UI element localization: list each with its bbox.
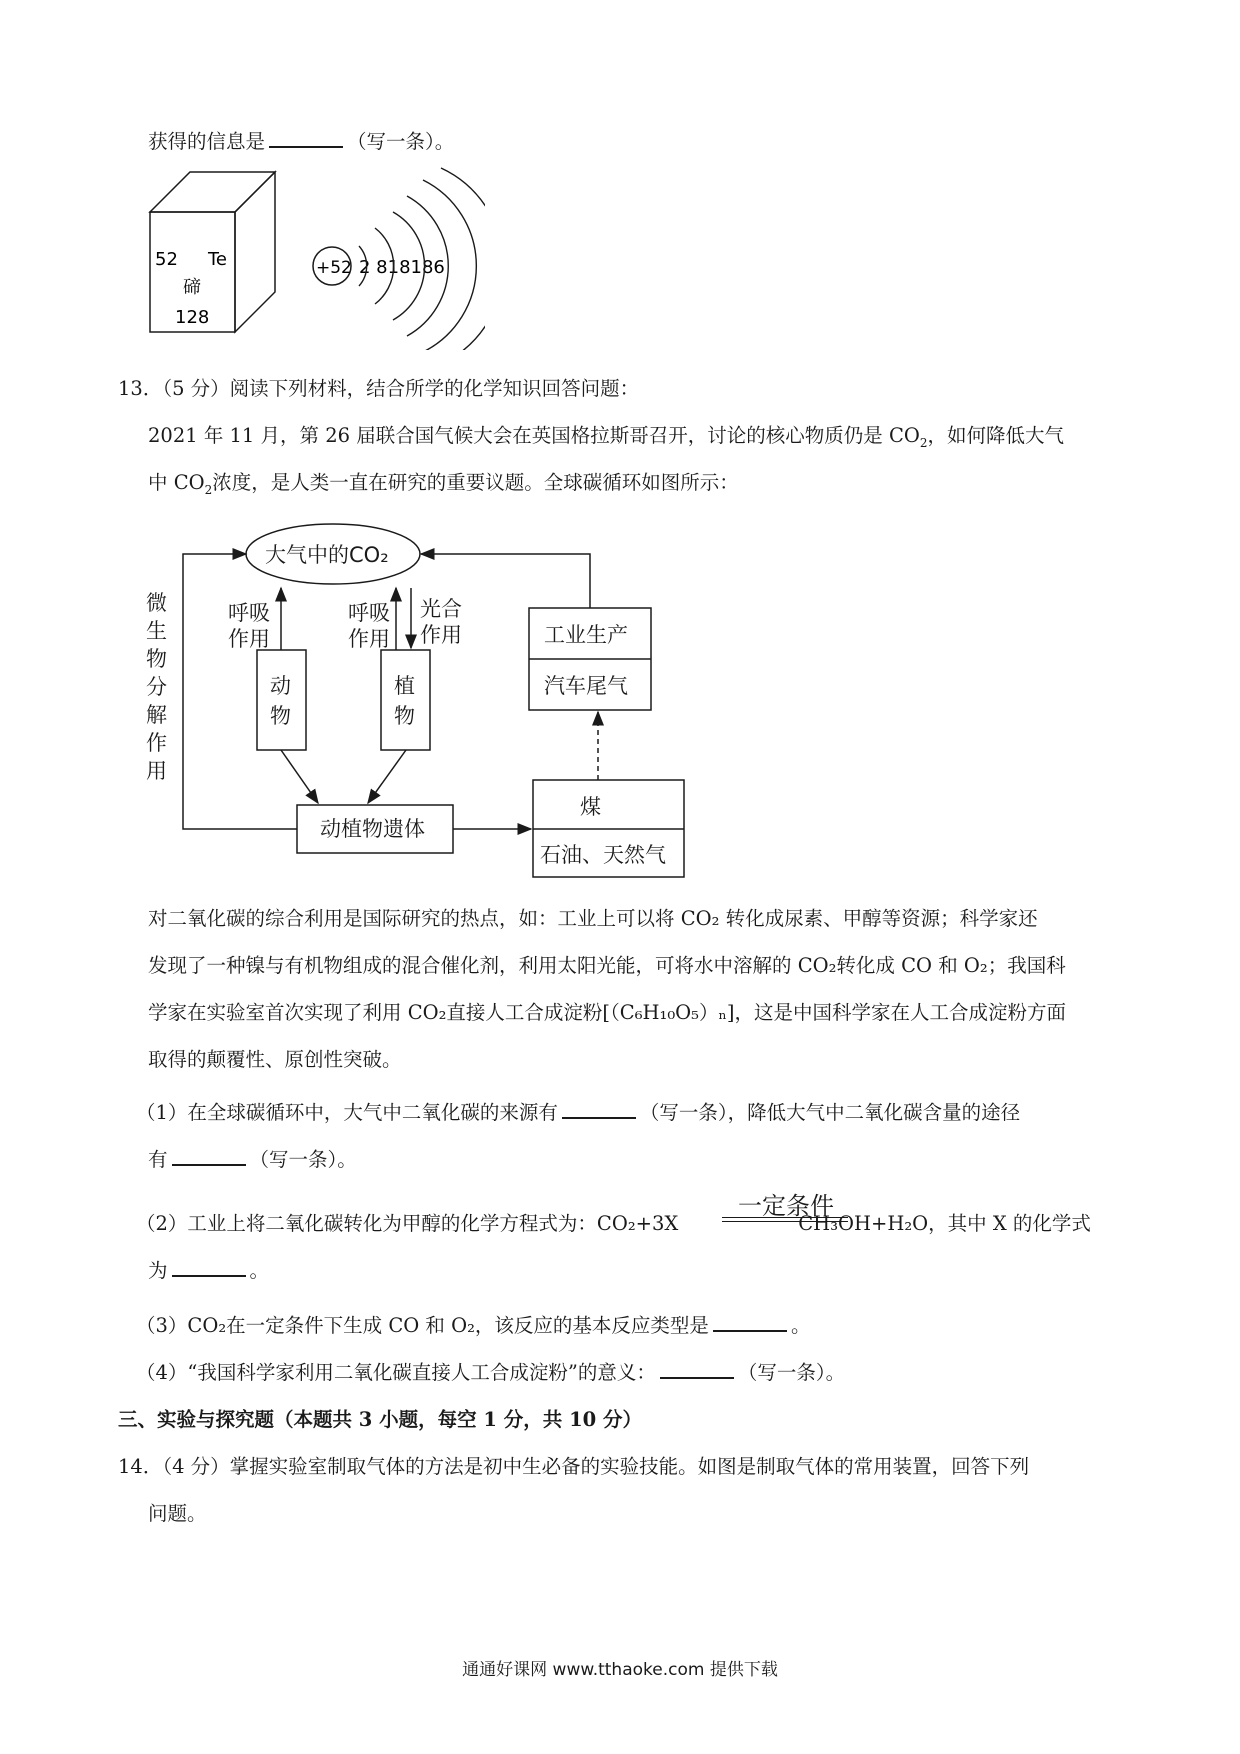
q13-paragraph-line: 学家在实验室首次实现了利用 CO₂直接人工合成淀粉[（C₆H₁₀O₅）ₙ]，这是中国科学家在人工合成淀粉方面 <box>148 1001 1067 1024</box>
animal-label: 物 <box>270 704 291 728</box>
decomposition-label: 作 <box>146 731 167 755</box>
equation-sign <box>722 1221 848 1222</box>
decomposition-label: 生 <box>146 619 167 643</box>
text-segment: ，如何降低大气 <box>927 424 1065 447</box>
respiration-label: 作用 <box>348 627 390 651</box>
tellurium-figure <box>145 160 485 350</box>
text-segment: （3）CO₂在一定条件下生成 CO 和 O₂，该反应的基本反应类型是 <box>136 1314 709 1337</box>
decomposition-label: 解 <box>146 703 167 727</box>
q13-sub4 <box>136 1359 845 1387</box>
q13-sub1 <box>136 1099 1020 1127</box>
nuclear-charge: +52 <box>316 258 352 278</box>
q13-sub2-cont <box>148 1257 269 1285</box>
q13-paragraph-line: 中 $CO_2$浓度，是人类一直在研究的重要议题。全球碳循环如图所示： <box>148 471 739 497</box>
answer-blank[interactable] <box>172 1146 246 1166</box>
animal-remains-arrow <box>281 750 318 803</box>
section-heading: 三、实验与探究题（本题共 3 小题，每空 1 分，共 10 分） <box>118 1408 643 1431</box>
plant-label: 植 <box>394 674 415 698</box>
respiration-label: 呼吸 <box>228 601 270 625</box>
decomposition-label: 物 <box>146 647 167 671</box>
text-segment: 。 <box>249 1259 270 1282</box>
text-segment: 中 CO <box>148 471 205 494</box>
atmosphere-label: 大气中的CO₂ <box>265 543 389 567</box>
text-segment: （4）“我国科学家利用二氧化碳直接人工合成淀粉”的意义： <box>136 1361 656 1384</box>
decomposition-label: 微 <box>146 591 167 615</box>
decomposition-label: 用 <box>146 759 167 783</box>
text-segment: 有 <box>148 1148 168 1171</box>
q13-paragraph-line: 对二氧化碳的综合利用是国际研究的热点，如：工业上可以将 CO₂ 转化成尿素、甲醇等资源；科学家还 <box>148 907 1038 930</box>
remains-label: 动植物遗体 <box>320 817 425 841</box>
q13-sub3 <box>136 1312 810 1340</box>
industry-label: 工业生产 <box>544 623 628 647</box>
answer-blank[interactable] <box>660 1359 734 1379</box>
page-footer: 通通好课网 www.tthaoke.com 提供下载 <box>462 1660 778 1680</box>
q13-sub2 <box>136 1210 1091 1238</box>
coal-label: 煤 <box>580 795 601 819</box>
text-segment: （2）工业上将二氧化碳转化为甲醇的化学方程式为：CO₂+3X <box>136 1212 679 1235</box>
element-name: 碲 <box>183 277 201 298</box>
text-segment: （1）在全球碳循环中，大气中二氧化碳的来源有 <box>136 1101 558 1124</box>
animal-node <box>257 650 306 750</box>
answer-blank[interactable] <box>269 128 343 148</box>
text-segment: （写一条）。 <box>249 1148 357 1171</box>
text-segment: （写一条），降低大气中二氧化碳含量的途径 <box>639 1101 1021 1124</box>
text-segment: CH₃OH+H₂O，其中 X 的化学式 <box>798 1212 1091 1235</box>
decomposition-label: 分 <box>146 675 167 699</box>
text-segment: 。 <box>790 1314 811 1337</box>
q12-text: 获得的信息是 <box>148 130 266 153</box>
animal-label: 动 <box>270 674 291 698</box>
photosynthesis-label: 作用 <box>420 623 462 647</box>
q13-paragraph-line: 取得的颠覆性、原创性突破。 <box>148 1048 402 1071</box>
reaction-condition: 一定条件 <box>738 1192 834 1220</box>
q13-paragraph-line: 发现了一种镍与有机物组成的混合催化剂，利用太阳光能，可将水中溶解的 CO₂转化成 CO 和 O₂；我国科 <box>148 954 1066 977</box>
text-segment: 2021 年 11 月，第 26 届联合国气候大会在英国格拉斯哥召开，讨论的核心物质仍是 CO <box>148 424 920 447</box>
q12-line <box>148 128 454 156</box>
answer-blank[interactable] <box>713 1312 787 1332</box>
element-symbol: Te <box>208 249 228 270</box>
exhaust-label: 汽车尾气 <box>544 674 628 698</box>
photosynthesis-label: 光合 <box>420 597 462 621</box>
respiration-label: 呼吸 <box>348 601 390 625</box>
carbon-cycle-diagram <box>140 518 700 878</box>
q13-sub1-cont <box>148 1146 357 1174</box>
q14-line: 问题。 <box>148 1502 207 1525</box>
q14-line: 14．（4 分）掌握实验室制取气体的方法是初中生必备的实验技能。如图是制取气体的常用装置，回答下列 <box>118 1455 1030 1478</box>
q12-tail: （写一条）。 <box>347 130 455 153</box>
atomic-number: 52 <box>155 249 178 270</box>
q13-heading: 13．（5 分）阅读下列材料，结合所学的化学知识回答问题： <box>118 377 640 400</box>
atomic-mass: 128 <box>175 307 210 328</box>
q13-paragraph-line: 2021 年 11 月，第 26 届联合国气候大会在英国格拉斯哥召开，讨论的核心物质仍是 $CO_2$，如何降低大气 <box>148 424 1065 450</box>
respiration-label: 作用 <box>228 627 270 651</box>
plant-label: 物 <box>394 704 415 728</box>
text-segment: （写一条）。 <box>737 1361 846 1384</box>
answer-blank[interactable] <box>172 1257 246 1277</box>
text-segment: 浓度，是人类一直在研究的重要议题。全球碳循环如图所示： <box>212 471 739 494</box>
oil-gas-label: 石油、天然气 <box>540 843 666 867</box>
electron-shells: 2 818186 <box>359 257 445 278</box>
plant-node <box>381 650 430 750</box>
equation-sign <box>722 1217 848 1218</box>
text-segment: 为 <box>148 1259 168 1282</box>
plant-remains-arrow <box>368 750 406 803</box>
answer-blank[interactable] <box>562 1099 636 1119</box>
